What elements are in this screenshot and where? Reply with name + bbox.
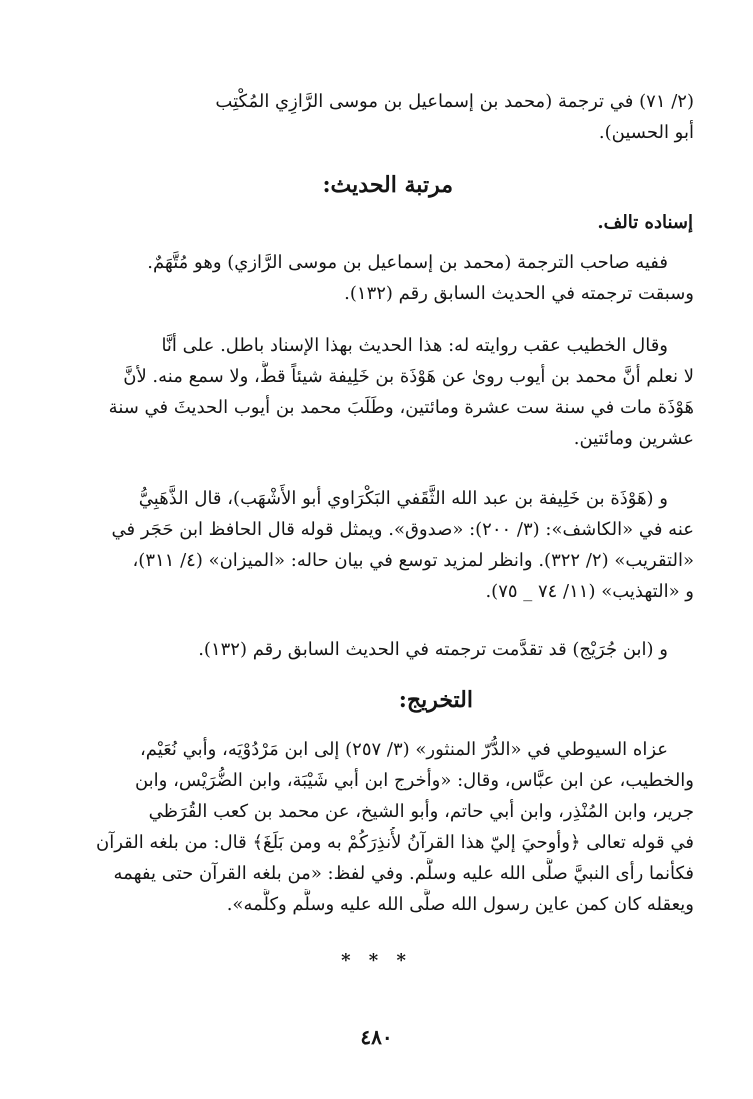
page-number: ٤٨٠ <box>360 1025 393 1049</box>
paragraph-hawdha <box>60 483 694 607</box>
text-line: وسبقت ترجمته في الحديث السابق رقم (١٣٢). <box>344 283 694 304</box>
text-line: عشرين ومائتين. <box>573 428 694 449</box>
text-line: «التقريب» (٢/ ٣٢٢). وانظر لمزيد توسع في بيان حاله: «الميزان» (٤/ ٣١١)، <box>132 550 694 571</box>
text-line: (٢/ ٧١) في ترجمة (محمد بن إسماعيل بن موسى الرَّازِي المُكْتِب <box>215 91 694 112</box>
text-line: لا نعلم أنَّ محمد بن أيوب روىٰ عن هَوْذَة بن خَلِيفة شيئاً قطُّ، ولا سمع منه. لأنَّ <box>123 366 694 387</box>
section-separator: * * * <box>341 950 412 971</box>
text-line: وقال الخطيب عقب روايته له: هذا الحديث بهذا الإسناد باطل. على أنَّا <box>161 335 668 356</box>
lead-paragraph <box>60 86 694 148</box>
hadith-rank-heading: مرتبة الحديث: <box>322 172 453 198</box>
text-line: و (ابن جُرَيْج) قد تقدَّمت ترجمته في الحديث السابق رقم (١٣٢). <box>198 639 668 660</box>
paragraph-khatib <box>60 330 694 454</box>
text-line: هَوْذَة مات في سنة ست عشرة ومائتين، وطَلَبَ محمد بن أيوب الحديثَ في سنة <box>108 397 694 418</box>
text-line: والخطيب، عن ابن عبَّاس، وقال: «وأخرج ابن أبي شَيْبَة، وابن الضُّرَيْس، وابن <box>134 770 694 791</box>
paragraph-takhrij <box>60 734 694 920</box>
text-line: في قوله تعالى ﴿وأوحيَ إليّ هذا القرآنُ لأُنذِرَكُمْ به ومن بَلَغَ﴾ قال: من بلغه القرآن <box>95 832 694 853</box>
text-line: جرير، وابن المُنْذِر، وابن أبي حاتم، وأبو الشيخ، عن محمد بن كعب القُرَظي <box>148 801 694 822</box>
text-line: و «التهذيب» (١١/ ٧٤ _ ٧٥). <box>485 581 694 602</box>
text-line: و (هَوْذَة بن خَلِيفة بن عبد الله الثَّقَفي البَكْرَاوي أبو الأَشْهَب)، قال الذَّهَبِيُّ <box>138 488 668 509</box>
text-line: ففيه صاحب الترجمة (محمد بن إسماعيل بن موسى الرَّازي) وهو مُتَّهَمٌ. <box>147 252 668 273</box>
text-line: عنه في «الكاشف»: (٣/ ٢٠٠): «صدوق». ويمثل قوله قال الحافظ ابن حَجَر في <box>111 519 694 540</box>
text-line: أبو الحسين). <box>598 122 694 143</box>
takhrij-heading: التخريج: <box>398 687 473 713</box>
text-line: فكأنما رأى النبيَّ صلَّى الله عليه وسلَّم. وفي لفظ: «من بلغه القرآن حتى يفهمه <box>113 863 694 884</box>
text-line: عزاه السيوطي في «الدُّرّ المنثور» (٣/ ٢٥٧) إلى ابن مَرْدُوْيَه، وأبي نُعَيْم، <box>139 739 668 760</box>
isnad-status: إسناده تالف. <box>597 212 693 233</box>
paragraph-ibn-jurayj <box>60 634 694 665</box>
text-line: ويعقله كان كمن عاين رسول الله صلَّى الله عليه وسلَّم وكلَّمه». <box>226 894 694 915</box>
paragraph-narrator <box>60 247 694 309</box>
